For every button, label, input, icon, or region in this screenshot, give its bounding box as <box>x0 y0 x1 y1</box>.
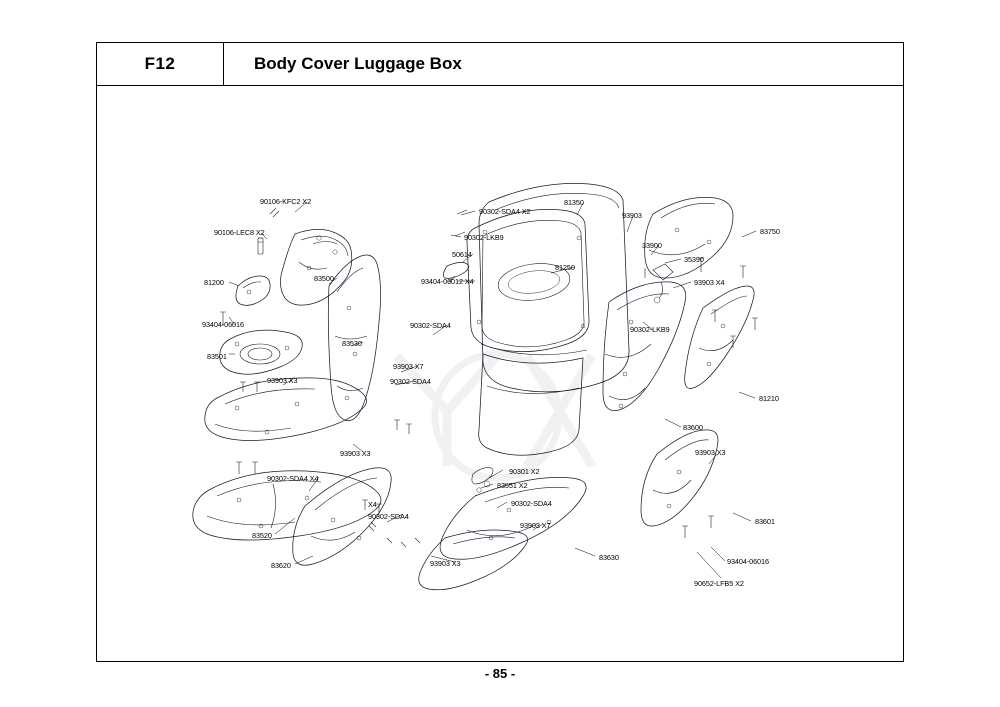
part-callout-c41: 90652-LFB5 X2 <box>694 579 744 588</box>
part-callout-c11: 90302-SDA4 <box>410 321 451 330</box>
part-callout-c9: 93903 X7 <box>393 362 424 371</box>
part-callout-c31: 33900 <box>642 241 662 250</box>
part-callout-c14: 83520 <box>252 531 272 540</box>
part-callout-c30: 93903 <box>622 211 642 220</box>
page-number: - 85 - <box>484 666 516 681</box>
part-callout-c4: 93404-06016 <box>202 320 244 329</box>
part-callout-c5: 83501 <box>207 352 227 361</box>
part-callout-c22: 93903 X7 <box>520 521 551 530</box>
part-callout-c7: 83500 <box>314 274 334 283</box>
part-callout-c23: 83630 <box>599 553 619 562</box>
part-callout-c38: 93903 X3 <box>695 448 726 457</box>
part-callout-c34: 90302-LKB9 <box>630 325 670 334</box>
page-title: Body Cover Luggage Box <box>254 54 462 73</box>
diagram-frame <box>96 86 904 662</box>
part-callout-c16: 93903 X3 <box>430 559 461 568</box>
part-callout-c19: 90301 X2 <box>509 467 540 476</box>
part-callout-c17: X4 <box>368 500 377 509</box>
part-callout-c40: 93404-06016 <box>727 557 769 566</box>
part-callout-c39: 83601 <box>755 517 775 526</box>
part-callout-c35: 83750 <box>760 227 780 236</box>
part-callout-c21: 90302-SDA4 <box>511 499 552 508</box>
part-callout-c25: 93404-06012 X4 <box>421 277 474 286</box>
part-callout-c24: 50614 <box>452 250 472 259</box>
part-callout-c3: 81200 <box>204 278 224 287</box>
part-callout-c36: 81210 <box>759 394 779 403</box>
part-callout-c20: 83551 X2 <box>497 481 528 490</box>
part-callout-c32: 35390 <box>684 255 704 264</box>
part-callout-c18: 90302-SDA4 <box>368 512 409 521</box>
part-callout-c8: 83530 <box>342 339 362 348</box>
parts-illustration <box>97 86 903 660</box>
part-callout-c1: 90106-KFC2 X2 <box>260 197 312 206</box>
part-callout-c10: 90302-SDA4 <box>390 377 431 386</box>
part-callout-c6: 93903 X3 <box>267 376 298 385</box>
part-callout-c13: 90302-SDA4 X4 <box>267 474 319 483</box>
part-callout-c33: 93903 X4 <box>694 278 725 287</box>
catalog-page <box>96 42 904 681</box>
section-code: F12 <box>97 43 224 85</box>
part-callout-c12: 93903 X3 <box>340 449 371 458</box>
part-callout-c28: 81350 <box>564 198 584 207</box>
part-callout-c15: 83620 <box>271 561 291 570</box>
part-callout-c26: 90302-SDA4 X2 <box>479 207 531 216</box>
page-header <box>96 42 904 86</box>
part-callout-c37: 83600 <box>683 423 703 432</box>
part-callout-c29: 81250 <box>555 263 575 272</box>
part-callout-c2: 90106-LEC8 X2 <box>214 228 265 237</box>
part-callout-c27: 90302-LKB9 <box>464 233 504 242</box>
